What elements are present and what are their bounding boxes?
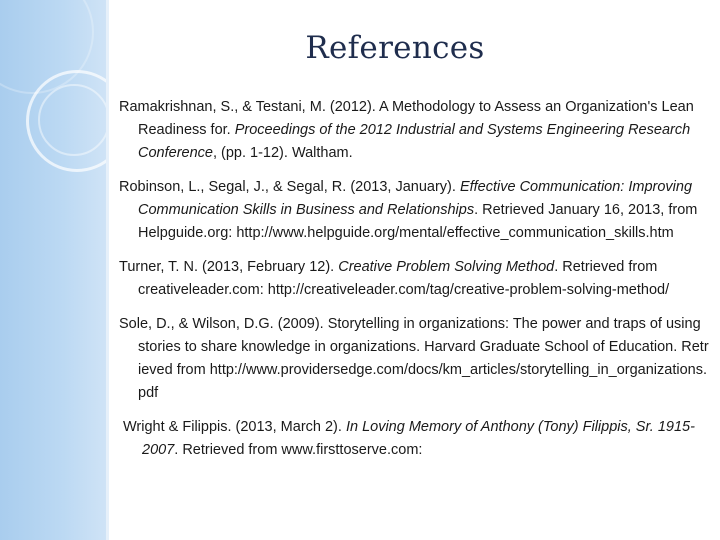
decorative-sidebar: [0, 0, 106, 540]
reference-title: Effective Communication: Improving Communication Skills in Business and Relationships: [138, 179, 693, 218]
reference-text: Wright & Filippis. (2013, March 2).: [123, 419, 346, 435]
reference-text: . Retrieved from creativeleader.com: http://creativeleader.com/tag/creative-problem-solving-method/: [138, 259, 670, 298]
reference-text: . Retrieved January 16, 2013, from Helpguide.org: http://www.helpguide.org/mental/effective_communication_skills.htm: [138, 202, 698, 241]
decorative-circle: [38, 84, 106, 156]
reference-text: Turner, T. N. (2013, February 12).: [119, 259, 339, 275]
reference-text: , (pp. 1-12). Waltham.: [212, 145, 353, 161]
page-title: References: [305, 30, 485, 66]
sidebar-edge: [106, 0, 109, 540]
reference-list: [119, 96, 711, 473]
reference-text: Sole, D., & Wilson, D.G. (2009). Storytelling in organizations: The power and traps of using stories to share knowledge in organizations. Harvard Graduate School of Education. Retrieved from http://www.providersedge.com/docs/km_articles/storytelling_in_organizations.pdf: [119, 316, 709, 401]
reference-title: Proceedings of the 2012 Industrial and Systems Engineering Research Conference: [138, 122, 691, 161]
reference-item: [119, 416, 711, 462]
reference-text: . Retrieved from www.firsttoserve.com:: [174, 442, 423, 458]
reference-item: [119, 313, 711, 405]
reference-title: In Loving Memory of Anthony (Tony) Filippis, Sr. 1915-2007: [142, 419, 695, 458]
reference-item: [119, 96, 711, 165]
reference-title: Creative Problem Solving Method: [338, 259, 555, 275]
reference-item: [119, 176, 711, 245]
reference-item: [119, 256, 711, 302]
reference-text: Robinson, L., Segal, J., & Segal, R. (2013, January).: [119, 179, 460, 195]
reference-text: Ramakrishnan, S., & Testani, M. (2012). A Methodology to Assess an Organization's Lean Readiness for.: [119, 99, 694, 138]
